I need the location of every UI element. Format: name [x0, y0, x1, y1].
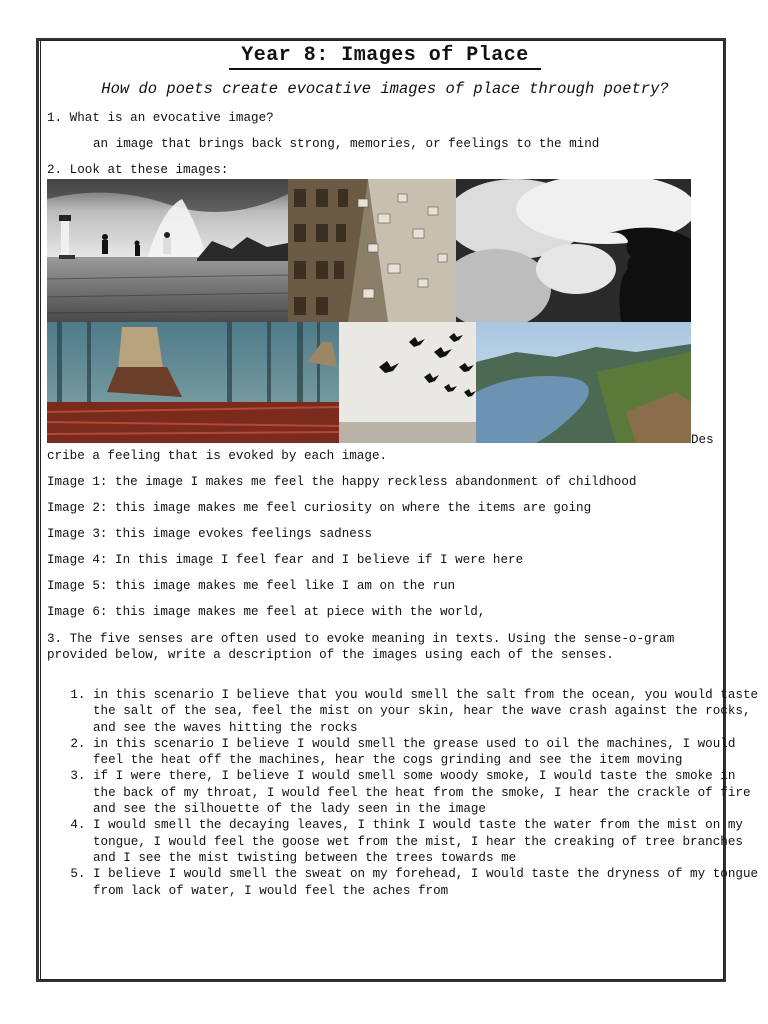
image-3-answer: Image 3: this image evokes feelings sadness — [47, 527, 372, 541]
q1-question: 1. What is an evocative image? — [47, 111, 274, 125]
page-title: Year 8: Images of Place — [47, 44, 723, 67]
describe-tail: Des — [691, 433, 714, 447]
photo-3-smoke-silhouette — [456, 179, 691, 322]
image-1-answer: Image 1: the image I makes me feel the happy reckless abandonment of childhood — [47, 475, 637, 489]
senses-item-2: 2. in this scenario I believe I would smell the grease used to oil the machines, I would feel the heat off the machines, hear the cogs grinding and see the item moving — [93, 736, 765, 769]
photo-2-building-items — [288, 179, 456, 322]
describe-prompt: cribe a feeling that is evoked by each image. — [47, 449, 388, 463]
photo-6-river-valley — [476, 322, 691, 443]
image-4-answer: Image 4: In this image I feel fear and I believe if I were here — [47, 553, 524, 567]
q3-prompt: 3. The five senses are often used to evoke meaning in texts. Using the sense-o-gram provided below, write a description of the images using each of the senses. — [47, 632, 675, 663]
senses-item-3: 3. if I were there, I believe I would smell some woody smoke, I would taste the smoke in the back of my throat, I would feel the heat from the smoke, I hear the crackle of fire and see the silhouette of the lady seen in the image — [93, 768, 765, 817]
senses-item-5: 5. I believe I would smell the sweat on my forehead, I would taste the dryness of my tongue from lack of water, I would feel the aches from — [93, 866, 765, 899]
photo-4-misty-forest — [47, 322, 339, 443]
image-5-answer: Image 5: this image makes me feel like I am on the run — [47, 579, 456, 593]
senses-list — [47, 687, 765, 899]
senses-item-4: 4. I would smell the decaying leaves, I think I would taste the water from the mist on my tongue, I would feel the goose wet from the mist, I hear the creaking of tree branches and I see the mist twisting between the trees towards me — [93, 817, 765, 866]
photo-5-birds — [339, 322, 476, 443]
image-2-answer: Image 2: this image makes me feel curiosity on where the items are going — [47, 501, 592, 515]
image-collage — [47, 179, 691, 443]
q1-answer: an image that brings back strong, memories, or feelings to the mind — [93, 137, 600, 151]
senses-item-1: 1. in this scenario I believe that you would smell the salt from the ocean, you would taste the salt of the sea, feel the mist on your skin, hear the wave crash against the rocks, and see the waves hitting the rocks — [93, 687, 765, 736]
photo-1-pier-children — [47, 179, 288, 322]
page-subtitle: How do poets create evocative images of place through poetry? — [101, 80, 669, 98]
image-6-answer: Image 6: this image makes me feel at piece with the world, — [47, 605, 486, 619]
q2-heading: 2. Look at these images: — [47, 163, 229, 177]
